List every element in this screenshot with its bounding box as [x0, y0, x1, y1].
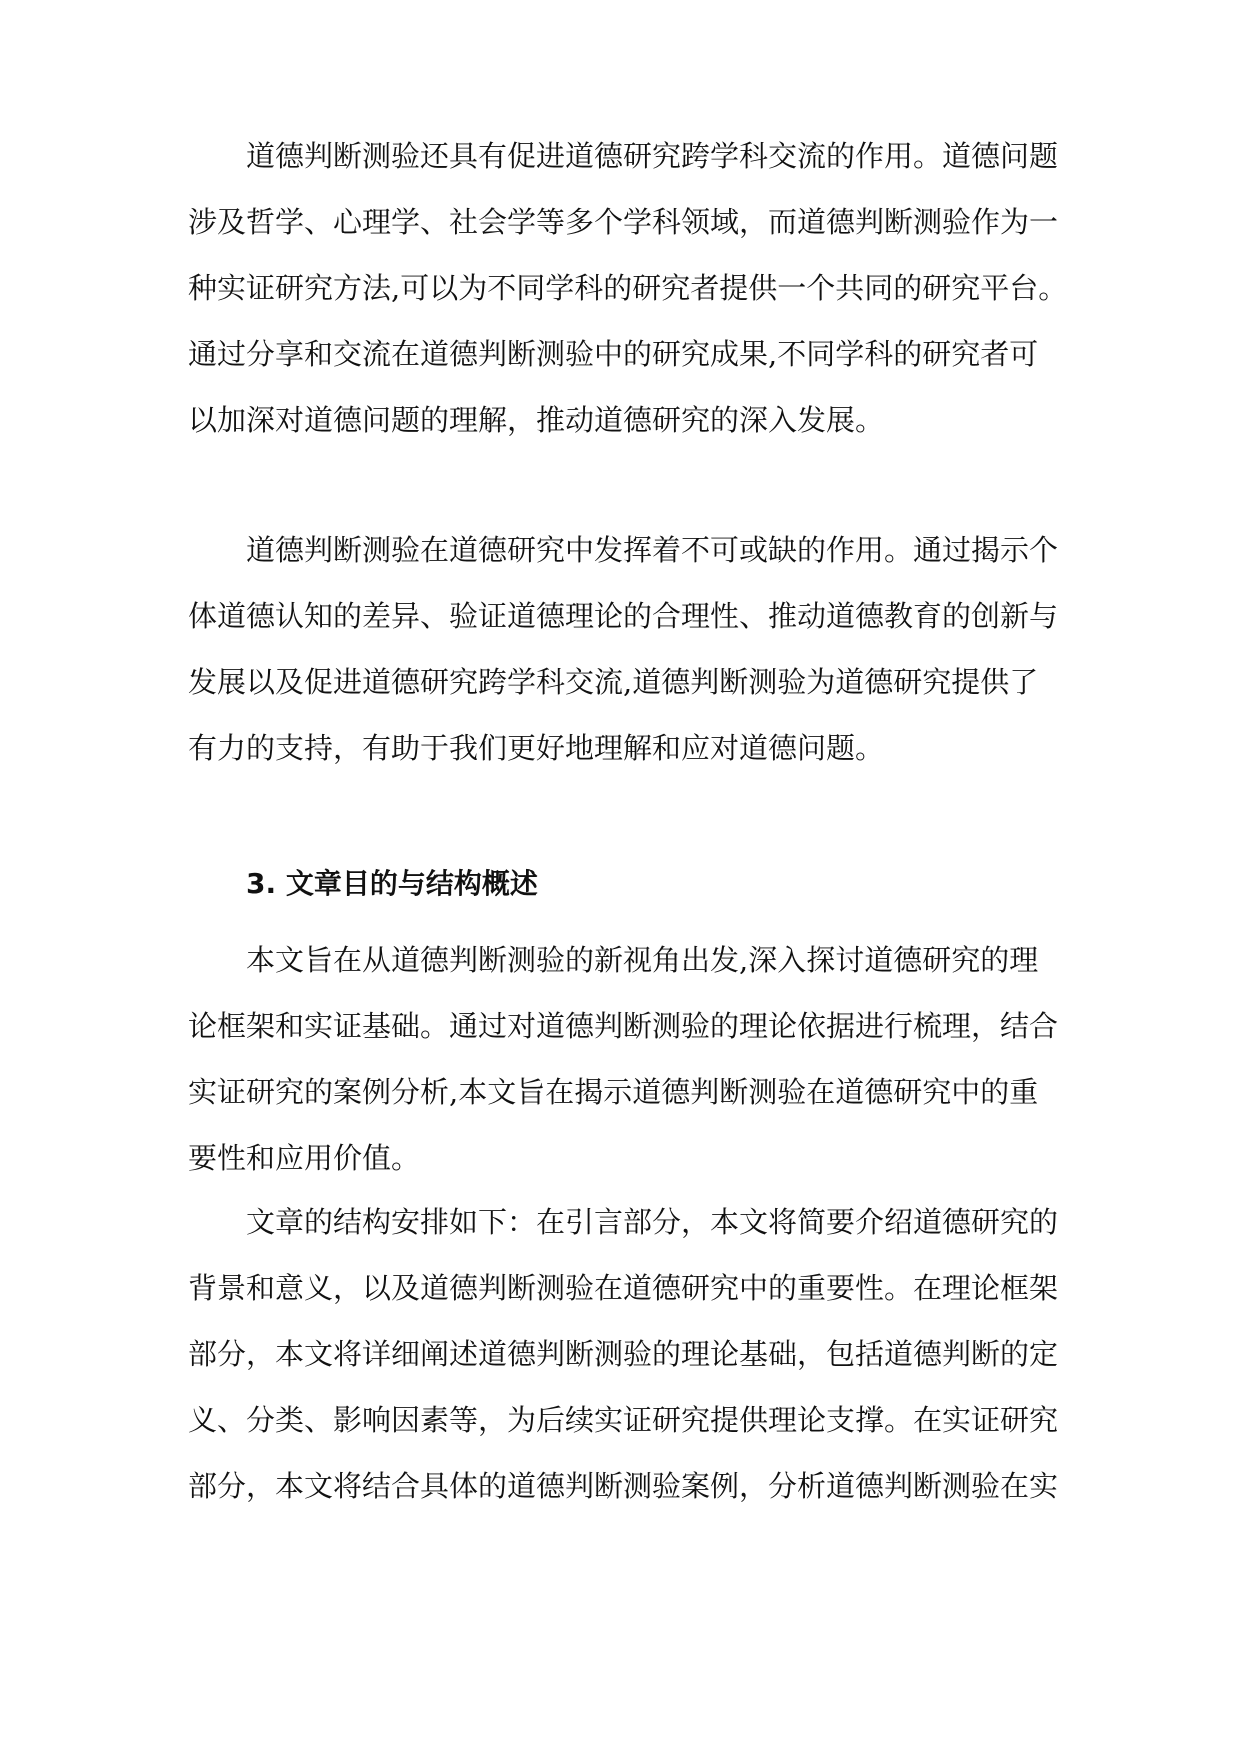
paragraph-line: 部分，本文将详细阐述道德判断测验的理论基础，包括道德判断的定	[188, 1337, 1059, 1371]
paragraph-line: 涉及哲学、心理学、社会学等多个学科领域，而道德判断测验作为一	[188, 205, 1059, 239]
paragraph-line: 义、分类、影响因素等，为后续实证研究提供理论支撑。在实证研究	[188, 1403, 1059, 1437]
paragraph-line: 文章的结构安排如下：在引言部分，本文将简要介绍道德研究的	[246, 1205, 1059, 1239]
paragraph-line: 要性和应用价值。	[188, 1141, 421, 1175]
paragraph-line: 道德判断测验还具有促进道德研究跨学科交流的作用。道德问题	[246, 139, 1059, 173]
paragraph-line: 通过分享和交流在道德判断测验中的研究成果,不同学科的研究者可	[188, 337, 1039, 371]
paragraph-line: 有力的支持，有助于我们更好地理解和应对道德问题。	[188, 731, 885, 765]
paragraph-line: 论框架和实证基础。通过对道德判断测验的理论依据进行梳理，结合	[188, 1009, 1059, 1043]
paragraph-line: 实证研究的案例分析,本文旨在揭示道德判断测验在道德研究中的重	[188, 1075, 1039, 1109]
paragraph-line: 本文旨在从道德判断测验的新视角出发,深入探讨道德研究的理	[246, 943, 1039, 977]
paragraph-line: 体道德认知的差异、验证道德理论的合理性、推动道德教育的创新与	[188, 599, 1059, 633]
paragraph-line: 道德判断测验在道德研究中发挥着不可或缺的作用。通过揭示个	[246, 533, 1059, 567]
paragraph-line: 部分，本文将结合具体的道德判断测验案例，分析道德判断测验在实	[188, 1469, 1059, 1503]
section-heading: 3. 文章目的与结构概述	[246, 867, 538, 900]
paragraph-line: 种实证研究方法,可以为不同学科的研究者提供一个共同的研究平台。	[188, 271, 1068, 305]
paragraph-line: 发展以及促进道德研究跨学科交流,道德判断测验为道德研究提供了	[188, 665, 1039, 699]
paragraph-line: 以加深对道德问题的理解，推动道德研究的深入发展。	[188, 403, 885, 437]
paragraph-line: 背景和意义，以及道德判断测验在道德研究中的重要性。在理论框架	[188, 1271, 1059, 1305]
